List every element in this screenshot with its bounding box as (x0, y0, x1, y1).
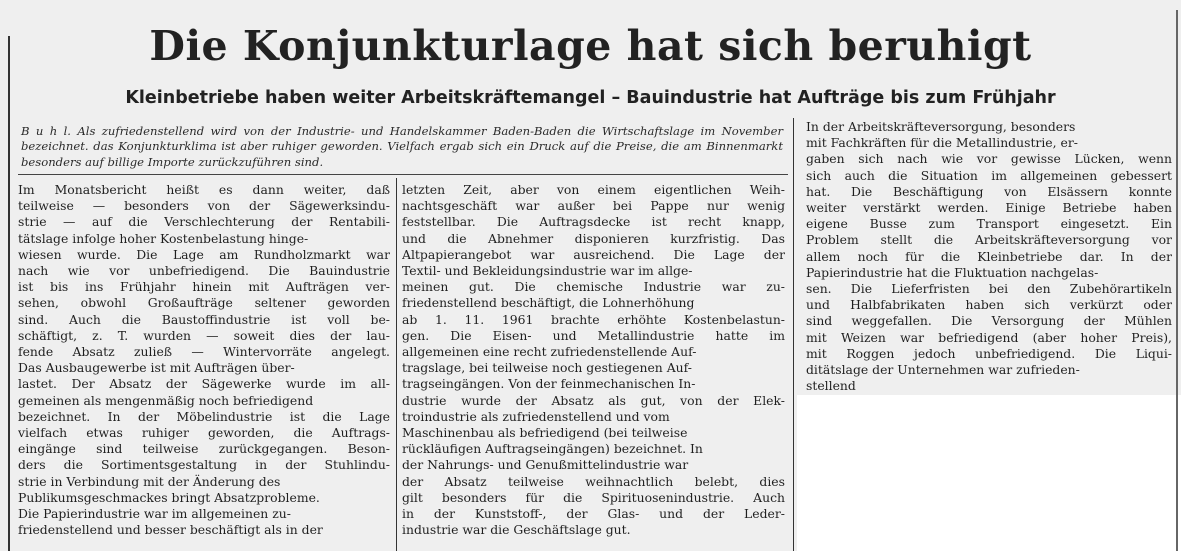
article-text-line: eingänge sind teilweise zurückgegangen. Beson- (18, 441, 390, 457)
article-text-line: industrie war die Geschäftslage gut. (402, 522, 631, 538)
article-text-line: nach wie vor unbefriedigend. Die Bauindustrie (18, 263, 390, 279)
article-text-line: allem noch für die Kleinbetriebe dar. In der (806, 248, 1172, 264)
article-text-line: feststellbar. Die Auftragsdecke ist recht knapp, (402, 214, 785, 230)
article-text-line: gilt besonders für die Spirituosenindustrie. Auch (402, 489, 785, 505)
article-text-line: und die Abnehmer disponieren kurzfristig. Das (402, 230, 785, 246)
article-text-line: der Absatz teilweise weihnachtlich belebt, dies (402, 473, 785, 489)
article-text-line: stellend (806, 378, 856, 394)
article-text-line: Maschinenbau als befriedigend (bei teilweise (402, 425, 688, 441)
column-divider-rule (396, 178, 397, 551)
article-text-line: letzten Zeit, aber von einem eigentlichen Weih- (402, 182, 785, 197)
article-text-line: tragseingängen. Von der feinmechanischen In- (402, 376, 696, 392)
article-headline: Die Konjunkturlage hat sich beruhigt (149, 22, 1032, 70)
article-text-line: ditätslage der Unternehmen war zufrieden- (806, 362, 1080, 378)
article-text-line: wiesen wurde. Die Lage am Rundholzmarkt war (18, 246, 390, 262)
article-column-3 (806, 119, 1172, 394)
blank-area (797, 395, 1181, 551)
article-text-line: mit Fachkräften für die Metallindustrie, er- (806, 135, 1078, 151)
article-subheadline: Kleinbetriebe haben weiter Arbeitskräftemangel – Bauindustrie hat Aufträge bis zum Frühjahr (125, 88, 1056, 108)
article-text-line: Publikumsgeschmackes bringt Absatzprobleme. (18, 489, 320, 505)
article-text-line: sind. Auch die Baustoffindustrie ist voll be- (18, 311, 390, 327)
article-lead: B u h l. Als zufriedenstellend wird von der Industrie- und Handelskammer Baden-Baden die Wirtschaftslage im November bezeichnet. das Konjunkturklima ist aber ruhiger geworden. Vielfach ergab sich ein Druck auf die Preise, die am Binnenmarkt besonders auf billige Importe zurückzuführen sind. (21, 124, 783, 169)
article-text-line: Im Monatsbericht heißt es dann weiter, daß (18, 182, 390, 197)
article-text-line: tragslage, bei teilweise noch gestiegenen Auf- (402, 360, 692, 376)
article-text-line: ab 1. 11. 1961 brachte erhöhte Kostenbelastun- (402, 311, 785, 327)
article-text-line: fende Absatz zuließ — Wintervorräte angelegt. (18, 344, 390, 360)
article-text-line: ders die Sortimentsgestaltung in der Stuhlindu- (18, 457, 390, 473)
article-text-line: rückläufigen Auftragseingängen) bezeichnet. In (402, 441, 703, 457)
article-text-line: allgemeinen eine recht zufriedenstellende Auf- (402, 344, 697, 360)
article-text-line: schäftigt, z. T. wurden — soweit dies der lau- (18, 327, 390, 343)
article-text-line: ist bis ins Frühjahr hinein mit Aufträgen ver- (18, 279, 390, 295)
article-text-line: Die Papierindustrie war im allgemeinen zu- (18, 506, 291, 522)
article-text-line: dustrie wurde der Absatz als gut, von der Elek- (402, 392, 785, 408)
article-text-line: Problem stellt die Arbeitskräfteversorgung vor (806, 232, 1172, 248)
article-text-line: In der Arbeitskräfteversorgung, besonders (806, 119, 1076, 134)
article-text-line: sehen, obwohl Großaufträge seltener geworden (18, 295, 390, 311)
article-text-line: gen. Die Eisen- und Metallindustrie hatte im (402, 327, 785, 343)
left-border-rule (8, 36, 10, 551)
article-text-line: Textil- und Bekleidungsindustrie war im allge- (402, 263, 693, 279)
article-column-1 (18, 182, 390, 538)
article-text-line: weiter verstärkt werden. Einige Betriebe haben (806, 200, 1172, 216)
article-text-line: hat. Die Beschäftigung von Elsässern konnte (806, 183, 1172, 199)
article-text-line: Papierindustrie hat die Fluktuation nachgelas- (806, 264, 1099, 280)
article-text-line: tätslage infolge hoher Kostenbelastung hinge- (18, 230, 309, 246)
article-text-line: sich auch die Situation im allgemeinen gebessert (806, 167, 1172, 183)
lead-column-rule (793, 118, 794, 551)
article-text-line: Das Ausbaugewerbe ist mit Aufträgen über- (18, 360, 295, 376)
article-text-line: gemeinen als mengenmäßig noch befriedigend (18, 392, 314, 408)
article-text-line: strie in Verbindung mit der Änderung des (18, 473, 281, 489)
article-text-line: sen. Die Lieferfristen bei den Zubehörartikeln (806, 281, 1172, 297)
article-text-line: mit Roggen jedoch unbefriedigend. Die Liqui- (806, 345, 1172, 361)
article-text-line: sind weggefallen. Die Versorgung der Mühlen (806, 313, 1172, 329)
article-text-line: teilweise — besonders von der Sägewerksindu- (18, 198, 390, 214)
article-text-line: friedenstellend und besser beschäftigt als in der (18, 522, 323, 538)
article-text-line: bezeichnet. In der Möbelindustrie ist die Lage (18, 408, 390, 424)
article-text-line: troindustrie als zufriedenstellend und vom (402, 408, 670, 424)
article-text-line: mit Weizen war befriedigend (aber hoher Preis), (806, 329, 1172, 345)
article-column-2 (402, 182, 785, 538)
article-text-line: Altpapierangebot war ausreichend. Die Lage der (402, 246, 785, 262)
article-text-line: gaben sich nach wie vor gewisse Lücken, wenn (806, 151, 1172, 167)
article-text-line: strie — auf die Verschlechterung der Rentabili- (18, 214, 390, 230)
article-text-line: der Nahrungs- und Genußmittelindustrie war (402, 457, 689, 473)
article-text-line: in der Kunststoff-, der Glas- und der Leder- (402, 506, 785, 522)
article-text-line: nachtsgeschäft war außer bei Pappe nur wenig (402, 198, 785, 214)
article-text-line: meinen gut. Die chemische Industrie war zu- (402, 279, 785, 295)
article-text-line: eigene Busse zum Transport eingesetzt. Ein (806, 216, 1172, 232)
article-text-line: friedenstellend beschäftigt, die Lohnerhöhung (402, 295, 695, 311)
article-text-line: vielfach etwas ruhiger geworden, die Auftrags- (18, 425, 390, 441)
lead-divider-rule (18, 174, 788, 175)
article-text-line: lastet. Der Absatz der Sägewerke wurde im all- (18, 376, 390, 392)
article-text-line: und Halbfabrikaten haben sich verkürzt oder (806, 297, 1172, 313)
